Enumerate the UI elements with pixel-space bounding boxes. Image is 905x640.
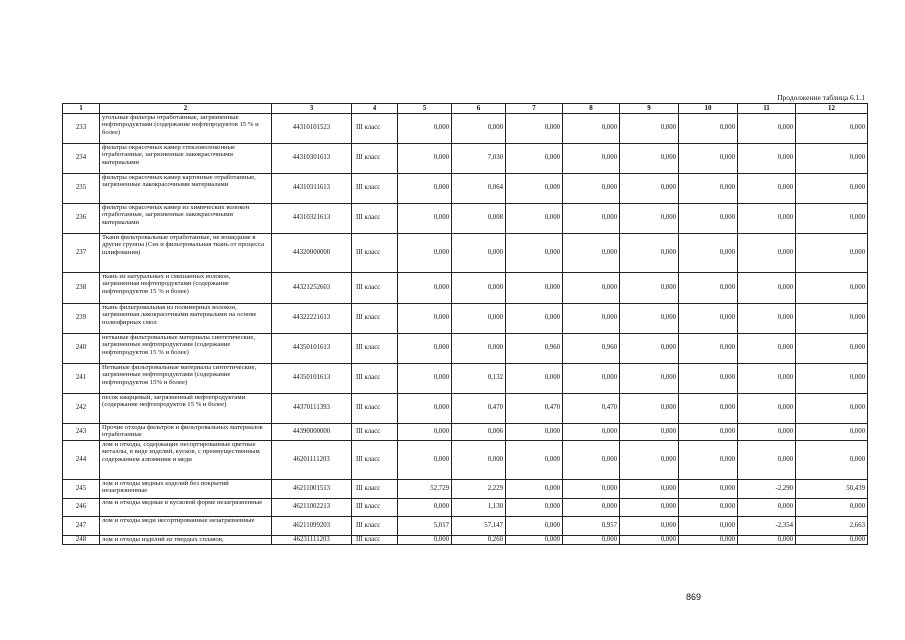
- value-cell: 0,000: [679, 204, 738, 234]
- value-cell: 0,000: [796, 334, 868, 364]
- hazard-class: III класс: [352, 394, 398, 424]
- value-cell: 0,000: [506, 480, 563, 499]
- column-header: 5: [398, 104, 452, 114]
- value-cell: 2,663: [796, 517, 868, 536]
- hazard-class: III класс: [352, 273, 398, 304]
- fkko-code: 44320000000: [272, 234, 352, 273]
- waste-name: лом и отходы, содержащие несортированные цветные металлы, в виде изделий, кусков, с преимущественным содержанием алюминия и меди: [100, 441, 272, 480]
- waste-name: нетканые фильтровальные материалы синтетические, загрязненные нефтепродуктами (содержание нефтепродуктов 15 % и более): [100, 334, 272, 364]
- hazard-class: III класс: [352, 480, 398, 499]
- table-header: [63, 104, 868, 114]
- table-row: [63, 304, 868, 334]
- hazard-class: III класс: [352, 334, 398, 364]
- value-cell: 0,000: [679, 536, 738, 545]
- value-cell: 0,000: [563, 174, 620, 204]
- fkko-code: 44310101523: [272, 114, 352, 144]
- fkko-code: 44321252603: [272, 273, 352, 304]
- value-cell: 0,000: [620, 144, 679, 174]
- row-number: 241: [63, 364, 100, 394]
- row-number: 237: [63, 234, 100, 273]
- value-cell: 0,000: [620, 114, 679, 144]
- value-cell: 0,000: [398, 204, 452, 234]
- value-cell: 0,000: [738, 174, 796, 204]
- value-cell: 0,000: [398, 499, 452, 517]
- hazard-class: III класс: [352, 234, 398, 273]
- value-cell: 0,000: [398, 234, 452, 273]
- value-cell: 0,000: [506, 441, 563, 480]
- value-cell: 0,000: [398, 364, 452, 394]
- value-cell: 0,000: [796, 424, 868, 441]
- value-cell: 52,729: [398, 480, 452, 499]
- value-cell: 0,000: [563, 144, 620, 174]
- column-header: 7: [506, 104, 563, 114]
- waste-name: фильтры окрасочных камер стекловолоконные отработанные, загрязненные лакокрасочными материалами: [100, 144, 272, 174]
- value-cell: 0,000: [506, 204, 563, 234]
- hazard-class: III класс: [352, 174, 398, 204]
- value-cell: 0,000: [506, 517, 563, 536]
- value-cell: 0,000: [796, 441, 868, 480]
- value-cell: 0,000: [738, 499, 796, 517]
- value-cell: 0,000: [398, 424, 452, 441]
- value-cell: 0,470: [506, 394, 563, 424]
- value-cell: 0,000: [679, 364, 738, 394]
- waste-name: Ткани фильтровальные отработанные, не вошедшие в другие группы (Сиз и фильтровальная ткань от процесса шлифования): [100, 234, 272, 273]
- hazard-class: III класс: [352, 499, 398, 517]
- value-cell: 0,000: [563, 441, 620, 480]
- value-cell: 0,000: [796, 273, 868, 304]
- header-row: [63, 104, 868, 114]
- row-number: 235: [63, 174, 100, 204]
- value-cell: 0,000: [796, 144, 868, 174]
- row-number: 244: [63, 441, 100, 480]
- value-cell: 0,000: [738, 204, 796, 234]
- value-cell: 0,000: [398, 273, 452, 304]
- value-cell: 0,000: [563, 480, 620, 499]
- table-row: [63, 114, 868, 144]
- value-cell: 0,000: [796, 204, 868, 234]
- value-cell: 0,000: [398, 536, 452, 545]
- value-cell: -2,290: [738, 480, 796, 499]
- value-cell: 57,147: [452, 517, 506, 536]
- value-cell: 0,008: [452, 204, 506, 234]
- waste-name: ткань из натуральных и смешанных волокон, загрязненная нефтепродуктами (содержание нефтепродуктов 15 % и более): [100, 273, 272, 304]
- value-cell: 0,000: [506, 114, 563, 144]
- row-number: 240: [63, 334, 100, 364]
- value-cell: 0,000: [506, 174, 563, 204]
- fkko-code: 44350101613: [272, 364, 352, 394]
- value-cell: 0,000: [679, 441, 738, 480]
- value-cell: 0,000: [563, 424, 620, 441]
- fkko-code: 46201111203: [272, 441, 352, 480]
- hazard-class: III класс: [352, 364, 398, 394]
- value-cell: 0,000: [738, 424, 796, 441]
- fkko-code: 44322221613: [272, 304, 352, 334]
- waste-name: песок кварцевый, загрязненный нефтепродуктами (содержание нефтепродуктов 15 % и более): [100, 394, 272, 424]
- table-row: [63, 204, 868, 234]
- value-cell: 0,000: [452, 334, 506, 364]
- column-header: 4: [352, 104, 398, 114]
- value-cell: 0,000: [398, 144, 452, 174]
- value-cell: 0,000: [620, 174, 679, 204]
- value-cell: 0,000: [620, 364, 679, 394]
- table-row: [63, 424, 868, 441]
- table-row: [63, 499, 868, 517]
- value-cell: 0,000: [506, 144, 563, 174]
- value-cell: 0,000: [563, 499, 620, 517]
- waste-name: угольные фильтры отработанные, загрязненные нефтепродуктами (содержание нефтепродуктов 15 % и более): [100, 114, 272, 144]
- value-cell: 0,000: [796, 499, 868, 517]
- value-cell: 0,000: [796, 174, 868, 204]
- value-cell: 50,439: [796, 480, 868, 499]
- column-header: 3: [272, 104, 352, 114]
- waste-name: фильтры окрасочных камер из химических волокон отработанные, загрязненные лакокрасочными материалами: [100, 204, 272, 234]
- fkko-code: 46231111203: [272, 536, 352, 545]
- value-cell: 0,000: [620, 204, 679, 234]
- value-cell: 0,000: [738, 441, 796, 480]
- value-cell: 0,470: [563, 394, 620, 424]
- waste-name: ткань фильтровальная из полимерных волокон, загрязненная лакокрасочными материалами на основе полиэфирных смол: [100, 304, 272, 334]
- column-header: 8: [563, 104, 620, 114]
- value-cell: 0,000: [679, 174, 738, 204]
- value-cell: 0,000: [679, 424, 738, 441]
- value-cell: 0,000: [679, 304, 738, 334]
- value-cell: 0,132: [452, 364, 506, 394]
- column-header: 9: [620, 104, 679, 114]
- value-cell: 0,000: [563, 304, 620, 334]
- hazard-class: III класс: [352, 304, 398, 334]
- value-cell: 0,000: [563, 273, 620, 304]
- value-cell: 0,000: [796, 234, 868, 273]
- value-cell: 0,957: [563, 517, 620, 536]
- value-cell: 0,000: [563, 364, 620, 394]
- value-cell: 0,000: [796, 364, 868, 394]
- waste-name: лом и отходы медные в кусковой форме незагрязненные: [100, 499, 272, 517]
- value-cell: 0,000: [620, 517, 679, 536]
- value-cell: 0,000: [620, 394, 679, 424]
- value-cell: 2,229: [452, 480, 506, 499]
- table-caption: Продолжение таблица 6.1.1: [777, 93, 865, 102]
- value-cell: 0,000: [620, 441, 679, 480]
- row-number: 245: [63, 480, 100, 499]
- value-cell: 0,000: [398, 394, 452, 424]
- hazard-class: III класс: [352, 114, 398, 144]
- fkko-code: 44310301613: [272, 144, 352, 174]
- value-cell: 0,000: [398, 441, 452, 480]
- value-cell: 0,000: [738, 234, 796, 273]
- hazard-class: III класс: [352, 536, 398, 545]
- value-cell: 0,000: [679, 480, 738, 499]
- column-header: 11: [738, 104, 796, 114]
- value-cell: 0,960: [563, 334, 620, 364]
- value-cell: 0,000: [679, 273, 738, 304]
- value-cell: 0,000: [563, 204, 620, 234]
- table-row: [63, 536, 868, 545]
- value-cell: 0,000: [620, 304, 679, 334]
- hazard-class: III класс: [352, 424, 398, 441]
- value-cell: 0,006: [452, 424, 506, 441]
- value-cell: 0,000: [506, 499, 563, 517]
- value-cell: 0,000: [506, 364, 563, 394]
- value-cell: 0,000: [796, 536, 868, 545]
- value-cell: 5,017: [398, 517, 452, 536]
- hazard-class: III класс: [352, 441, 398, 480]
- table-row: [63, 174, 868, 204]
- fkko-code: 46211002213: [272, 499, 352, 517]
- value-cell: -2,354: [738, 517, 796, 536]
- fkko-code: 44350101613: [272, 334, 352, 364]
- value-cell: 0,000: [738, 536, 796, 545]
- fkko-code: 44390000000: [272, 424, 352, 441]
- value-cell: 0,000: [620, 480, 679, 499]
- row-number: 242: [63, 394, 100, 424]
- row-number: 246: [63, 499, 100, 517]
- row-number: 247: [63, 517, 100, 536]
- value-cell: 0,000: [620, 234, 679, 273]
- value-cell: 7,030: [452, 144, 506, 174]
- fkko-code: 44310311613: [272, 174, 352, 204]
- waste-name: Прочие отходы фильтров и фильтровальных материалов отработанные: [100, 424, 272, 441]
- table-row: [63, 517, 868, 536]
- row-number: 233: [63, 114, 100, 144]
- value-cell: 0,000: [738, 394, 796, 424]
- value-cell: 0,000: [452, 234, 506, 273]
- column-header: 6: [452, 104, 506, 114]
- value-cell: 0,260: [452, 536, 506, 545]
- row-number: 234: [63, 144, 100, 174]
- waste-name: лом и отходы изделий из твердых сплавов,: [100, 536, 272, 545]
- value-cell: 1,130: [452, 499, 506, 517]
- value-cell: 0,000: [620, 499, 679, 517]
- value-cell: 0,000: [679, 114, 738, 144]
- column-header: 2: [100, 104, 272, 114]
- value-cell: 0,000: [398, 114, 452, 144]
- table-row: [63, 441, 868, 480]
- waste-name: фильтры окрасочных камер картонные отработанные, загрязненные лакокрасочными материалами: [100, 174, 272, 204]
- fkko-code: 46211001513: [272, 480, 352, 499]
- fkko-code: 44370111393: [272, 394, 352, 424]
- value-cell: 0,000: [679, 499, 738, 517]
- value-cell: 0,000: [679, 394, 738, 424]
- value-cell: 0,000: [563, 114, 620, 144]
- column-header: 12: [796, 104, 868, 114]
- column-header: 10: [679, 104, 738, 114]
- value-cell: 0,000: [738, 364, 796, 394]
- fkko-code: 46211099203: [272, 517, 352, 536]
- value-cell: 0,000: [679, 334, 738, 364]
- table-row: [63, 273, 868, 304]
- value-cell: 0,000: [620, 334, 679, 364]
- hazard-class: III класс: [352, 517, 398, 536]
- page-number: 869: [686, 592, 702, 602]
- value-cell: 0,000: [563, 536, 620, 545]
- column-header: 1: [63, 104, 100, 114]
- value-cell: 0,000: [738, 114, 796, 144]
- value-cell: 0,064: [452, 174, 506, 204]
- fkko-code: 44310321613: [272, 204, 352, 234]
- value-cell: 0,000: [398, 334, 452, 364]
- table-row: [63, 394, 868, 424]
- table-row: [63, 234, 868, 273]
- value-cell: 0,000: [398, 174, 452, 204]
- table-row: [63, 480, 868, 499]
- table-row: [63, 144, 868, 174]
- table-row: [63, 364, 868, 394]
- value-cell: 0,000: [452, 273, 506, 304]
- row-number: 239: [63, 304, 100, 334]
- value-cell: 0,960: [506, 334, 563, 364]
- value-cell: 0,000: [796, 304, 868, 334]
- value-cell: 0,000: [679, 517, 738, 536]
- value-cell: 0,000: [452, 304, 506, 334]
- value-cell: 0,000: [506, 424, 563, 441]
- value-cell: 0,000: [620, 273, 679, 304]
- value-cell: 0,000: [738, 273, 796, 304]
- waste-name: лом и отходы медных изделий без покрытий незагрязненные: [100, 480, 272, 499]
- row-number: 248: [63, 536, 100, 545]
- waste-table: [62, 103, 868, 545]
- value-cell: 0,000: [398, 304, 452, 334]
- value-cell: 0,000: [620, 536, 679, 545]
- value-cell: 0,470: [452, 394, 506, 424]
- value-cell: 0,000: [679, 144, 738, 174]
- waste-name: Нетканые фильтровальные материалы синтетические, загрязненные нефтепродуктами (содержание нефтепродуктов 15% и более): [100, 364, 272, 394]
- value-cell: 0,000: [506, 536, 563, 545]
- table-row: [63, 334, 868, 364]
- hazard-class: III класс: [352, 144, 398, 174]
- value-cell: 0,000: [738, 144, 796, 174]
- value-cell: 0,000: [796, 394, 868, 424]
- table-body: [63, 114, 868, 545]
- row-number: 243: [63, 424, 100, 441]
- value-cell: 0,000: [506, 304, 563, 334]
- value-cell: 0,000: [563, 234, 620, 273]
- value-cell: 0,000: [679, 234, 738, 273]
- value-cell: 0,000: [738, 334, 796, 364]
- waste-name: лом и отходы меди несортированные незагрязненные: [100, 517, 272, 536]
- row-number: 238: [63, 273, 100, 304]
- hazard-class: III класс: [352, 204, 398, 234]
- value-cell: 0,000: [506, 273, 563, 304]
- row-number: 236: [63, 204, 100, 234]
- value-cell: 0,000: [796, 114, 868, 144]
- value-cell: 0,000: [738, 304, 796, 334]
- value-cell: 0,000: [506, 234, 563, 273]
- value-cell: 0,000: [620, 424, 679, 441]
- value-cell: 0,000: [452, 114, 506, 144]
- value-cell: 0,000: [452, 441, 506, 480]
